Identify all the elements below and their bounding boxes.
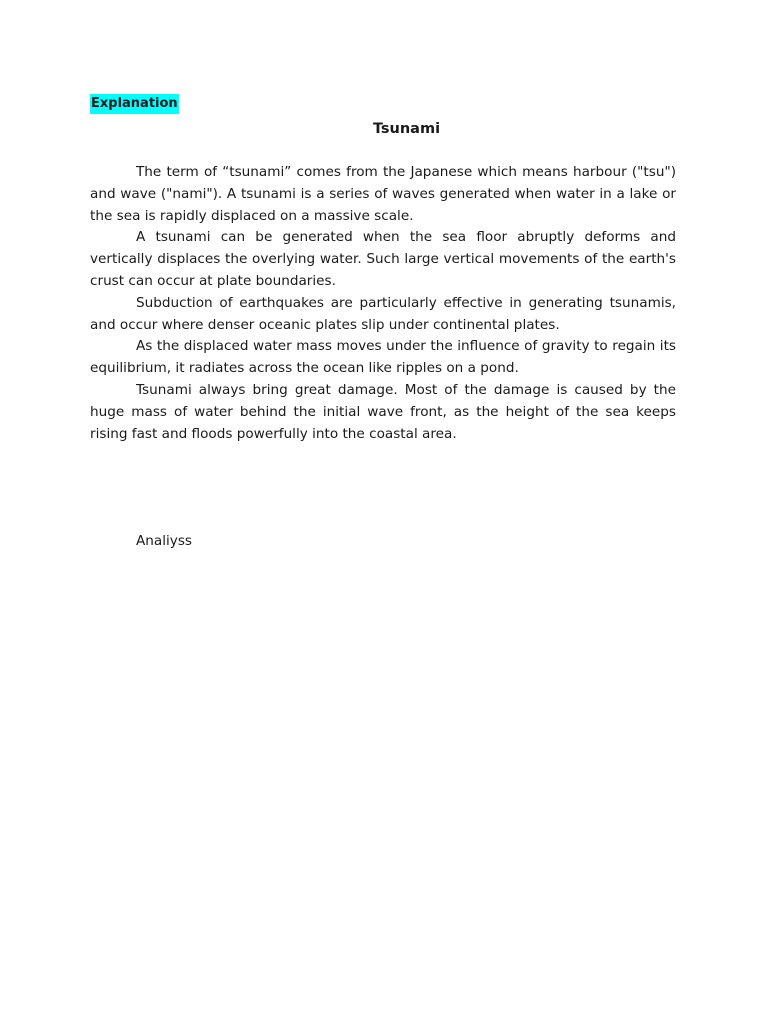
paragraph-definition: The term of “tsunami” comes from the Japanese which means harbour ("tsu") and wave ("nami"). A tsunami is a series of waves generated when water in a lake or the sea is rapidly displaced on a massive scale. bbox=[90, 164, 676, 224]
document-body bbox=[90, 162, 676, 445]
document-title: Tsunami bbox=[372, 121, 441, 137]
paragraph-subduction: Subduction of earthquakes are particularly effective in generating tsunamis, and occur where denser oceanic plates slip under continental plates. bbox=[90, 294, 676, 333]
paragraph-propagation: As the displaced water mass moves under the influence of gravity to regain its equilibrium, it radiates across the ocean like ripples on a pond. bbox=[90, 338, 676, 377]
analysis-label: Analiyss bbox=[136, 533, 193, 549]
paragraph-generation: A tsunami can be generated when the sea floor abruptly deforms and vertically displaces the overlying water. Such large vertical movements of the earth's crust can occur at plate boundaries. bbox=[90, 229, 676, 289]
section-label-highlight: Explanation bbox=[90, 94, 179, 114]
paragraph-damage: Tsunami always bring great damage. Most of the damage is caused by the huge mass of water behind the initial wave front, as the height of the sea keeps rising fast and floods powerfully into the coastal area. bbox=[90, 381, 676, 442]
